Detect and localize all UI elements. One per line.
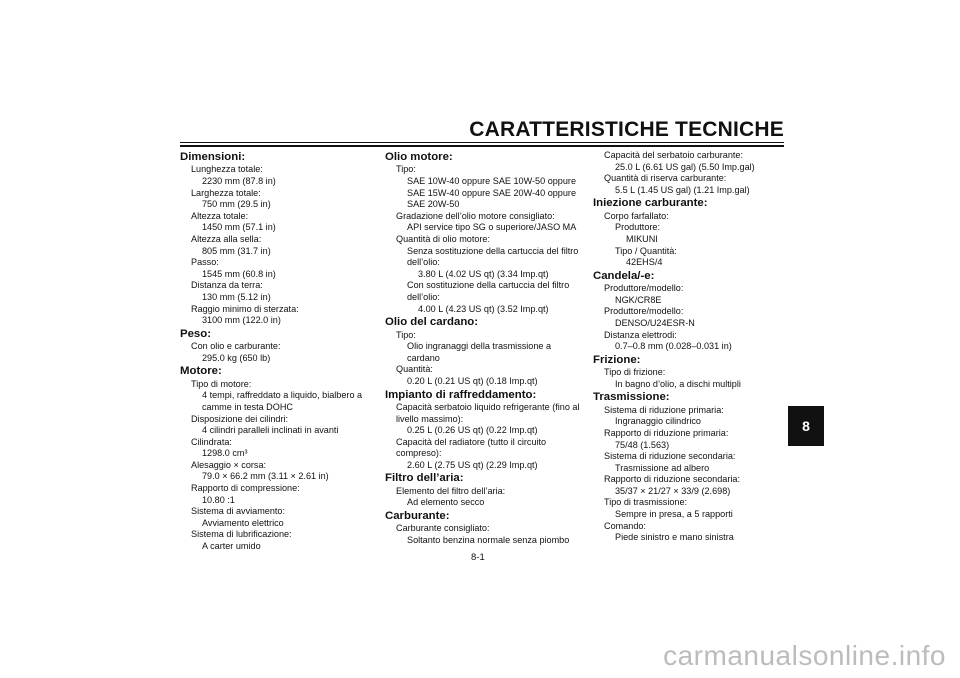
spec-line: Ingranaggio cilindrico	[615, 416, 701, 427]
spec-line: 0.7–0.8 mm (0.028–0.031 in)	[615, 341, 732, 352]
spec-line: Capacità serbatoio liquido refrigerante (fino al	[396, 401, 580, 412]
spec-line: Soltanto benzina normale senza piombo	[407, 535, 570, 546]
spec-line: Comando:	[604, 520, 646, 531]
spec-line: 3100 mm (122.0 in)	[202, 315, 281, 326]
spec-line: 5.5 L (1.45 US gal) (1.21 Imp.gal)	[615, 184, 750, 195]
spec-line: 295.0 kg (650 lb)	[202, 352, 271, 363]
spec-line: Tipo di motore:	[191, 378, 252, 389]
spec-line: Sempre in presa, a 5 rapporti	[615, 509, 733, 520]
spec-line: Produttore/modello:	[604, 306, 684, 317]
spec-line: 0.25 L (0.26 US qt) (0.22 Imp.qt)	[407, 425, 538, 436]
spec-line: Produttore/modello:	[604, 283, 684, 294]
spec-line: MIKUNI	[626, 233, 658, 244]
spec-line: Con olio e carburante:	[191, 341, 281, 352]
spec-line: Tipo / Quantità:	[615, 245, 677, 256]
spec-line: dell’olio:	[407, 257, 440, 268]
spec-line: Lunghezza totale:	[191, 164, 263, 175]
section-heading: Peso:	[180, 327, 212, 340]
spec-line: Rapporto di compressione:	[191, 483, 300, 494]
spec-line: NGK/CR8E	[615, 294, 662, 305]
spec-line: cardano	[407, 352, 440, 363]
spec-line: 2230 mm (87.8 in)	[202, 176, 276, 186]
spec-line: 2.60 L (2.75 US qt) (2.29 Imp.qt)	[407, 459, 538, 470]
spec-line: 805 mm (31.7 in)	[202, 245, 271, 256]
spec-line: Quantità di olio motore:	[396, 233, 491, 244]
spec-line: Trasmissione ad albero	[615, 462, 710, 473]
section-heading: Olio motore:	[385, 151, 453, 163]
spec-line: camme in testa DOHC	[202, 401, 293, 412]
spec-line: compreso):	[396, 448, 442, 459]
spec-line: Larghezza totale:	[191, 187, 261, 198]
section-heading: Dimensioni:	[180, 151, 246, 163]
spec-line: 25.0 L (6.61 US gal) (5.50 Imp.gal)	[615, 161, 755, 172]
spec-line: Produttore:	[615, 222, 660, 233]
spec-line: 42EHS/4	[626, 257, 663, 268]
spec-line: Cilindrata:	[191, 436, 232, 447]
spec-line: Tipo:	[396, 329, 416, 340]
spec-line: 4.00 L (4.23 US qt) (3.52 Imp.qt)	[418, 303, 549, 314]
spec-line: 75/48 (1.563)	[615, 439, 670, 450]
spec-line: Con sostituzione della cartuccia del filtro	[407, 280, 570, 291]
spec-line: 79.0 × 66.2 mm (3.11 × 2.61 in)	[202, 471, 329, 482]
spec-line: 750 mm (29.5 in)	[202, 199, 271, 210]
chapter-tab: 8	[788, 406, 824, 446]
spec-line: SAE 15W-40 oppure SAE 20W-40 oppure	[407, 187, 577, 198]
title-rule-thin	[180, 142, 784, 143]
spec-line: Sistema di riduzione primaria:	[604, 404, 724, 415]
spec-column-middle	[385, 150, 585, 547]
spec-line: Disposizione dei cilindri:	[191, 413, 289, 424]
spec-line: Distanza elettrodi:	[604, 329, 677, 340]
spec-line: Elemento del filtro dell’aria:	[396, 485, 506, 496]
spec-line: Distanza da terra:	[191, 280, 263, 291]
spec-column-right	[593, 150, 783, 544]
section-heading: Trasmissione:	[593, 391, 670, 404]
spec-line: Quantità:	[396, 364, 433, 375]
spec-line: dell’olio:	[407, 291, 440, 302]
spec-line: 3.80 L (4.02 US qt) (3.34 Imp.qt)	[418, 268, 549, 279]
spec-line: Corpo farfallato:	[604, 210, 669, 221]
spec-line: 1450 mm (57.1 in)	[202, 222, 276, 233]
spec-line: In bagno d’olio, a dischi multipli	[615, 378, 741, 389]
spec-line: 130 mm (5.12 in)	[202, 291, 271, 302]
spec-line: Ad elemento secco	[407, 497, 485, 508]
spec-line: Tipo di trasmissione:	[604, 497, 688, 508]
spec-line: 1298.0 cm³	[202, 448, 248, 459]
spec-line: Capacità del serbatoio carburante:	[604, 150, 744, 160]
spec-line: 4 cilindri paralleli inclinati in avanti	[202, 425, 339, 436]
spec-line: Altezza totale:	[191, 210, 249, 221]
spec-line: Rapporto di riduzione primaria:	[604, 427, 729, 438]
spec-line: Rapporto di riduzione secondaria:	[604, 474, 740, 485]
spec-line: 35/37 × 21/27 × 33/9 (2.698)	[615, 485, 731, 496]
spec-line: Capacità del radiatore (tutto il circuito	[396, 436, 547, 447]
section-heading: Impianto di raffreddamento:	[385, 388, 537, 401]
spec-line: DENSO/U24ESR-N	[615, 317, 695, 328]
section-heading: Filtro dell’aria:	[385, 472, 464, 485]
section-heading: Motore:	[180, 365, 222, 378]
spec-column-left	[180, 150, 370, 553]
spec-line: Piede sinistro e mano sinistra	[615, 532, 734, 543]
section-heading: Olio del cardano:	[385, 316, 479, 329]
spec-line: SAE 10W-40 oppure SAE 10W-50 oppure	[407, 176, 577, 186]
spec-line: 1545 mm (60.8 in)	[202, 268, 276, 279]
spec-line: Gradazione dell’olio motore consigliato:	[396, 210, 555, 221]
title-rule-thick	[180, 145, 784, 147]
page-title: CARATTERISTICHE TECNICHE	[469, 118, 784, 141]
spec-line: Quantità di riserva carburante:	[604, 173, 727, 184]
spec-line: Raggio minimo di sterzata:	[191, 303, 299, 314]
spec-line: Senza sostituzione della cartuccia del filtro	[407, 245, 579, 256]
section-heading: Iniezione carburante:	[593, 197, 708, 210]
spec-line: Altezza alla sella:	[191, 233, 262, 244]
section-heading: Carburante:	[385, 510, 450, 523]
spec-line: Sistema di riduzione secondaria:	[604, 451, 736, 462]
section-heading: Frizione:	[593, 353, 641, 366]
spec-line: API service tipo SG o superiore/JASO MA	[407, 222, 577, 233]
spec-line: 10.80 :1	[202, 494, 235, 505]
spec-line: Tipo:	[396, 164, 416, 175]
spec-line: Passo:	[191, 257, 219, 268]
page-number: 8-1	[471, 552, 485, 563]
spec-line: Olio ingranaggi della trasmissione a	[407, 341, 552, 352]
spec-line: livello massimo):	[396, 413, 464, 424]
spec-line: 4 tempi, raffreddato a liquido, bialbero a	[202, 390, 363, 401]
spec-line: SAE 20W-50	[407, 199, 460, 210]
spec-line: Tipo di frizione:	[604, 367, 666, 378]
spec-line: Sistema di avviamento:	[191, 506, 286, 517]
spec-line: 0.20 L (0.21 US qt) (0.18 Imp.qt)	[407, 375, 538, 386]
spec-line: Sistema di lubrificazione:	[191, 529, 292, 540]
spec-line: A carter umido	[202, 541, 261, 552]
spec-line: Carburante consigliato:	[396, 523, 490, 534]
spec-line: Alesaggio × corsa:	[191, 459, 267, 470]
watermark: carmanualsonline.info	[663, 640, 946, 671]
spec-line: Avviamento elettrico	[202, 517, 284, 528]
section-heading: Candela/-e:	[593, 269, 655, 282]
